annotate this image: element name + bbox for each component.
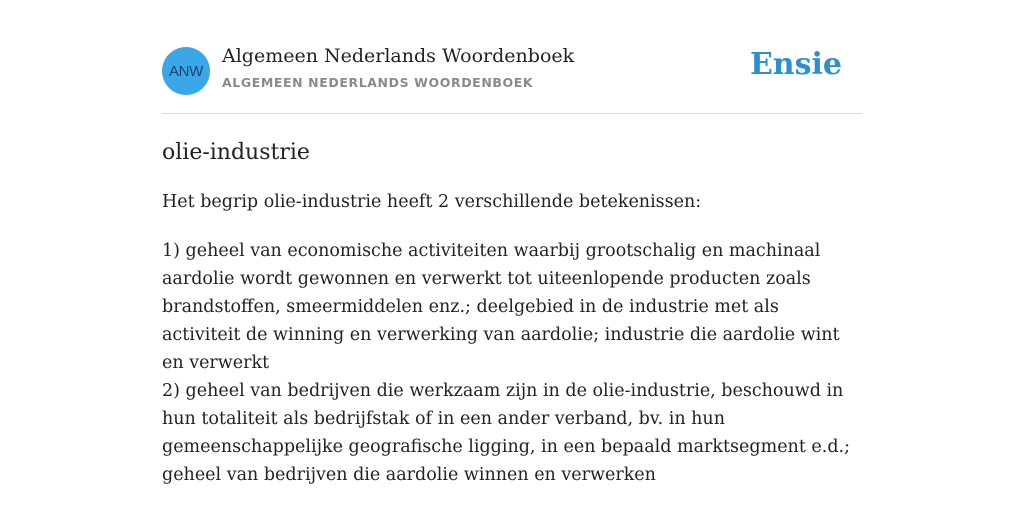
- definition-list: [162, 237, 862, 489]
- source-title[interactable]: Algemeen Nederlands Woordenboek: [222, 45, 575, 67]
- entry-intro: Het begrip olie-industrie heeft 2 verschillende betekenissen:: [162, 192, 702, 212]
- entry-title: olie-industrie: [162, 140, 310, 165]
- source-logo-text: ANW: [168, 62, 204, 80]
- source-subtitle: ALGEMEEN NEDERLANDS WOORDENBOEK: [222, 75, 534, 90]
- content-container: [162, 0, 862, 485]
- definition-item: 1) geheel van economische activiteiten waarbij grootschalig en machinaal aardolie wordt gewonnen en verwerkt tot uiteenlopende producten zoals brandstoffen, smeermiddelen enz.; deelgebied in de industrie met als activiteit de winning en verwerking van aardolie; industrie die aardolie wint en verwerkt: [162, 241, 840, 373]
- brand-logo[interactable]: Ensie: [749, 47, 842, 82]
- source-logo[interactable]: [162, 47, 210, 95]
- definition-item: 2) geheel van bedrijven die werkzaam zijn in de olie-industrie, beschouwd in hun totaliteit als bedrijfstak of in een ander verband, bv. in hun gemeenschappelijke geografische ligging, in een bepaald marktsegment e.d.; geheel van bedrijven die aardolie winnen en verwerken: [162, 381, 850, 485]
- header: [162, 0, 862, 114]
